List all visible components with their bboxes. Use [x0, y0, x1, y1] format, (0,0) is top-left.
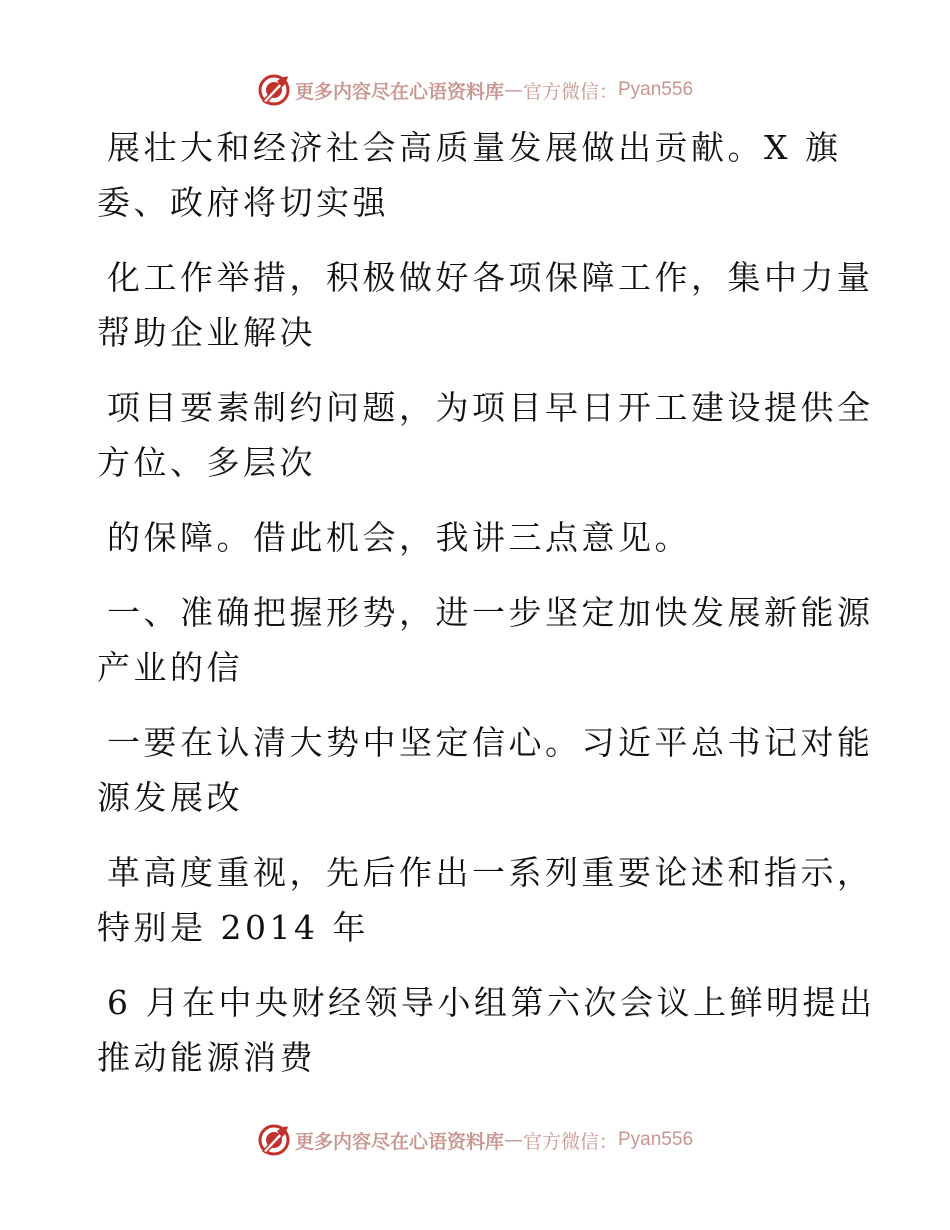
paragraph-line: 方位、多层次 [97, 443, 316, 482]
document-body [97, 120, 876, 1105]
footer-brand-text: 更多内容尽在心语资料库 [294, 1130, 504, 1153]
paragraph-line: 委、政府将切实强 [97, 183, 389, 222]
paragraph-line: 化工作举措，积极做好各项保障工作，集中力量 [107, 258, 874, 297]
paragraph-line: 帮助企业解决 [97, 313, 316, 352]
footer-wechat-id: Pyan556 [618, 1129, 694, 1150]
header-banner [0, 70, 950, 110]
paragraph-line: 项目要素制约问题，为项目早日开工建设提供全 [107, 388, 874, 427]
paragraph [97, 845, 874, 955]
footer-banner [0, 1120, 950, 1160]
paragraph [97, 715, 874, 825]
paragraph [97, 120, 842, 230]
paragraph-line: 特别是 2014 年 [97, 908, 369, 947]
paragraph-line: 6 月在中央财经领导小组第六次会议上鲜明提出 [107, 983, 876, 1022]
header-wechat-id: Pyan556 [618, 79, 694, 100]
paragraph [97, 975, 876, 1085]
footer-separator: — [503, 1129, 523, 1151]
paragraph [97, 250, 874, 360]
paragraph [97, 380, 874, 490]
section-heading: 一、准确把握形势，进一步坚定加快发展新能源 [107, 593, 874, 632]
paragraph-line: 源发展改 [97, 778, 243, 817]
paragraph-line: 推动能源消费 [97, 1038, 316, 1077]
paragraph-line: 产业的信 [97, 648, 243, 687]
paragraph [97, 585, 874, 695]
paragraph-line: 一要在认清大势中坚定信心。习近平总书记对能 [107, 723, 874, 762]
paragraph-line: 革高度重视，先后作出一系列重要论述和指示， [107, 853, 874, 892]
paragraph [97, 510, 837, 565]
paragraph-line: 的保障。借此机会，我讲三点意见。 [107, 518, 691, 557]
footer-wechat-label: 官方微信： [522, 1130, 618, 1153]
quill-logo-icon [257, 73, 291, 107]
quill-logo-icon [257, 1123, 291, 1157]
header-brand-text: 更多内容尽在心语资料库 [294, 80, 504, 103]
paragraph-line: 展壮大和经济社会高质量发展做出贡献。X 旗 [107, 128, 842, 167]
header-wechat-label: 官方微信： [522, 80, 618, 103]
header-separator: — [503, 79, 523, 101]
